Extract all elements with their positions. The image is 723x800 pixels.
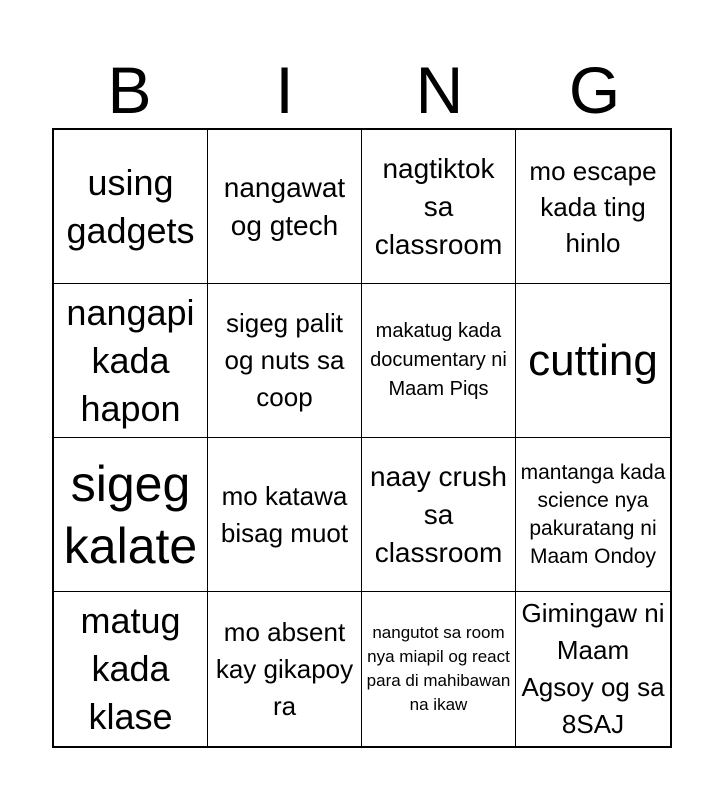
header-letter-b: B <box>107 53 152 127</box>
cell-text: mantanga kada science nya pakuratang ni Maam Ondoy <box>520 460 666 568</box>
bingo-cell[interactable] <box>362 438 516 592</box>
cell-text: nagtiktok sa classroom <box>374 152 503 260</box>
cell-text: sigeg palit og nuts sa coop <box>224 308 345 412</box>
cell-text: using gadgets <box>66 161 195 251</box>
header-letter-n: N <box>415 53 464 127</box>
cell-text: mo escape kada ting hinlo <box>529 155 657 258</box>
cell-text: sigeg kalate <box>63 455 198 574</box>
bingo-cell[interactable] <box>54 130 208 284</box>
cell-text: mo absent kay gikapoy ra <box>215 616 354 721</box>
bingo-cell[interactable] <box>208 284 362 438</box>
cell-text: nangawat og gtech <box>223 171 346 241</box>
bingo-cell[interactable] <box>516 438 670 592</box>
bingo-cell[interactable] <box>208 130 362 284</box>
bingo-cell[interactable] <box>362 592 516 746</box>
cell-text: makatug kada documentary ni Maam Piqs <box>370 320 507 400</box>
bingo-cell[interactable] <box>54 438 208 592</box>
bingo-cell[interactable] <box>208 592 362 746</box>
bingo-cell[interactable] <box>516 284 670 438</box>
bingo-cell[interactable] <box>516 130 670 284</box>
cell-text: matug kada klase <box>80 600 181 737</box>
bingo-header <box>52 52 672 128</box>
cell-text: Gimingaw ni Maam Agsoy og sa 8SAJ <box>521 598 665 739</box>
bingo-cell[interactable] <box>516 592 670 746</box>
bingo-cell[interactable] <box>54 592 208 746</box>
cell-text: naay crush sa classroom <box>370 460 507 568</box>
bingo-cell[interactable] <box>208 438 362 592</box>
header-letter-g: G <box>568 53 621 127</box>
cell-text: mo katawa bisag muot <box>220 480 349 548</box>
cell-text: nangutot sa room nya miapil og react para di mahibawan na ikaw <box>366 623 511 714</box>
header-letter-i: I <box>275 53 294 127</box>
cell-text: cutting <box>528 335 658 385</box>
bingo-grid <box>52 128 672 748</box>
bingo-cell[interactable] <box>54 284 208 438</box>
bingo-cell[interactable] <box>362 284 516 438</box>
bingo-cell[interactable] <box>362 130 516 284</box>
cell-text: nangapi kada hapon <box>66 291 195 429</box>
